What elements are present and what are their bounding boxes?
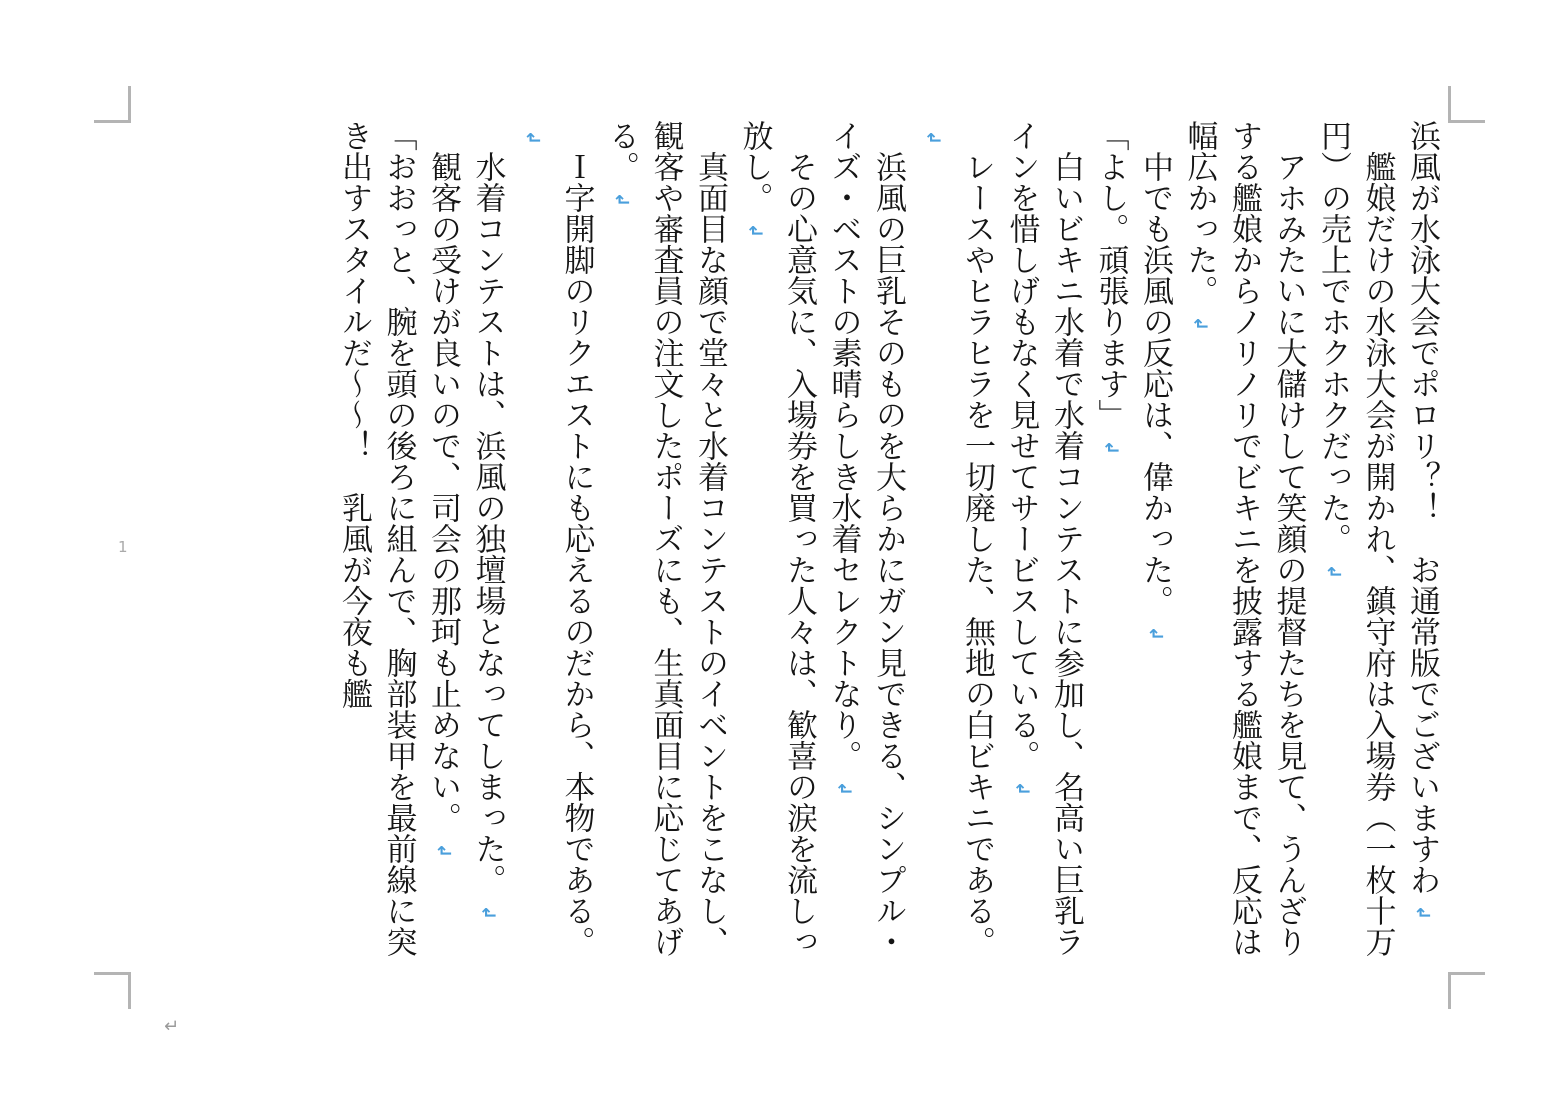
paragraph: 艦娘だけの水泳大会が開かれ、鎮守府は入場券（一枚十万円）の売上でホクホクだった。↲ <box>1311 120 1400 980</box>
paragraph: 白いビキニ水着で水着コンテストに参加し、名高い巨乳ラインを惜しげもなく見せてサービスしている。↲ <box>999 120 1088 980</box>
paragraph: 「おおっと、腕を頭の後ろに組んで、胸部装甲を最前線に突き出すスタイルだ～～！ 乳風が今夜も艦 <box>336 120 417 957</box>
return-arrow-icon: ↲ <box>744 223 766 239</box>
return-arrow-icon: ↲ <box>433 843 454 859</box>
page-corner-bottom-left <box>94 972 131 1009</box>
paragraph: 水着コンテストは、浜風の独壇場となってしまった。↲ <box>465 120 510 980</box>
return-arrow-icon: ↲ <box>1100 440 1122 456</box>
return-arrow-icon: ↲ <box>1145 626 1166 642</box>
return-arrow-icon: ↲ <box>833 781 855 797</box>
return-arrow-icon: ↲ <box>922 130 944 146</box>
paragraph: Ｉ字開脚のリクエストにも応えるのだから、本物である。↲ <box>510 120 599 980</box>
paragraph: 観客の受けが良いので、司会の那珂も止めない。↲ <box>421 120 466 980</box>
line-number: 1 <box>118 538 128 556</box>
paragraph: 浜風の巨乳そのものを大らかにガン見できる、シンプル・イズ・ベストの素晴らしき水着セレクトなり。↲ <box>821 120 910 980</box>
page-corner-top-left <box>94 86 131 123</box>
paragraph: 中でも浜風の反応は、偉かった。↲ <box>1133 120 1178 980</box>
return-arrow-icon: ↲ <box>1323 564 1344 580</box>
paragraph: 真面目な顔で堂々と水着コンテストのイベントをこなし、観客や審査員の注文したポーズにも、生真面目に応じてあげる。↲ <box>599 120 733 980</box>
paragraph: アホみたいに大儲けして笑顔の提督たちを見て、うんざりする艦娘からノリノリでビキニを披露する艦娘まで、反応は幅広かった。↲ <box>1177 120 1311 980</box>
page-corner-top-right <box>1448 86 1485 123</box>
paragraph-title: 浜風が水泳大会でポロリ？！ お通常版でございますわ↲ <box>1400 120 1445 980</box>
return-arrow-icon: ↲ <box>611 192 632 208</box>
return-arrow-icon: ↲ <box>1412 905 1433 921</box>
document-body[interactable] <box>332 120 1445 980</box>
paragraph: 「よし。頑張ります」↲ <box>1088 120 1133 980</box>
return-arrow-icon: ↲ <box>477 905 499 921</box>
paragraph: レースやヒラヒラを一切廃した、無地の白ビキニである。↲ <box>910 120 999 980</box>
end-of-document-mark: ↵ <box>164 1016 180 1037</box>
return-arrow-icon: ↲ <box>1011 781 1033 797</box>
return-arrow-icon: ↲ <box>1189 316 1211 332</box>
page-corner-bottom-right <box>1448 972 1485 1009</box>
return-arrow-icon: ↲ <box>522 130 543 146</box>
paragraph: その心意気に、入場券を買った人々は、歓喜の涙を流しっ放し。↲ <box>732 120 821 980</box>
